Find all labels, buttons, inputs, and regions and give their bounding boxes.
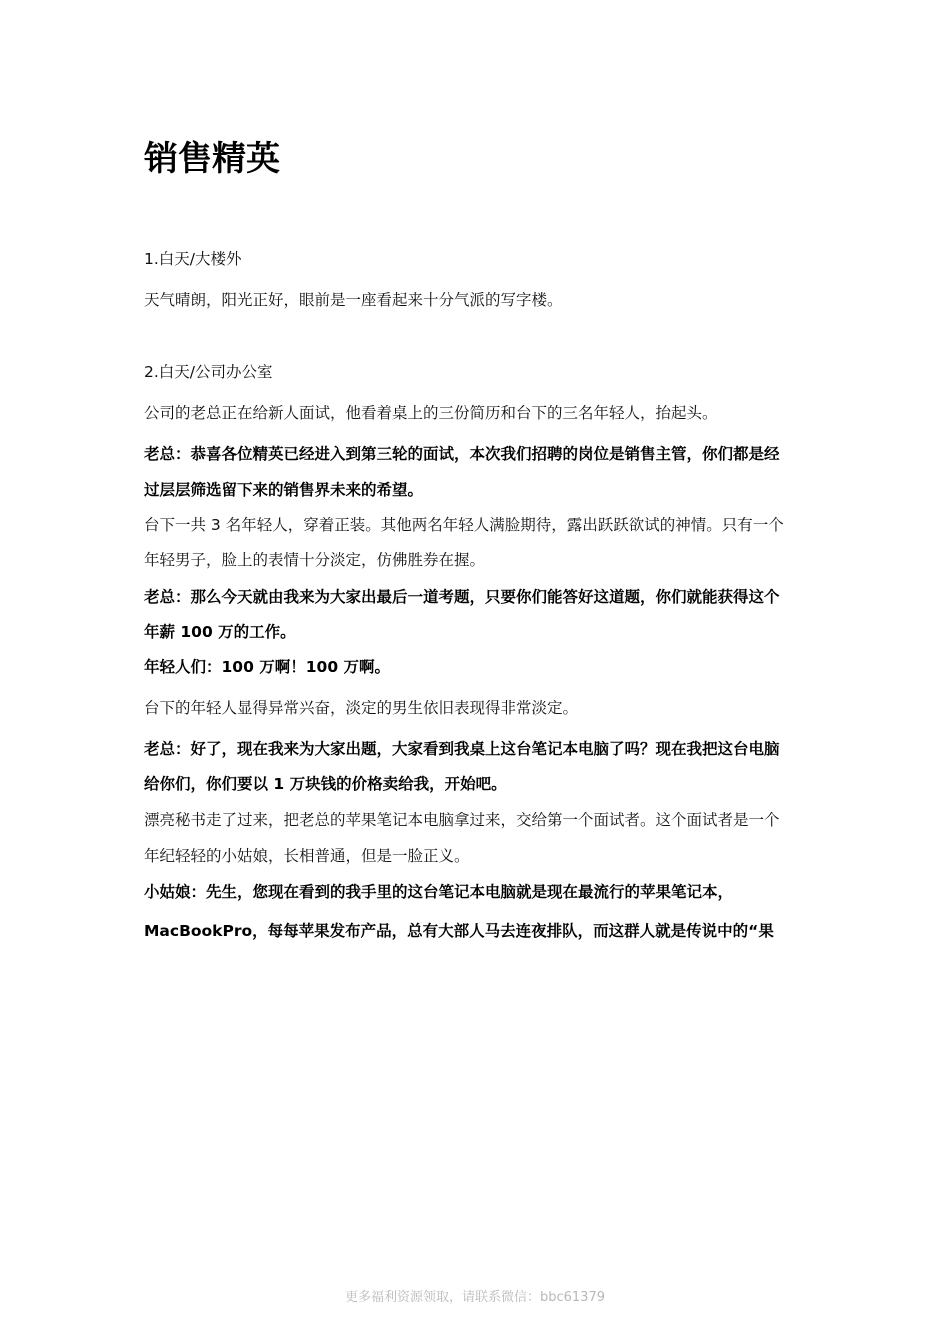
footer-watermark: 更多福利资源领取，请联系微信：bbc61379	[344, 1290, 605, 1305]
narration-line: 漂亮秘书走了过来，把老总的苹果笔记本电脑拿过来，交给第一个面试者。这个面试者是一个	[144, 811, 780, 829]
document-title: 销售精英	[144, 139, 280, 179]
dialogue-line: 年轻人们：100 万啊！100 万啊。	[144, 658, 391, 676]
dialogue-line: 给你们，你们要以 1 万块钱的价格卖给我，开始吧。	[144, 775, 507, 793]
dialogue-line: 过层层筛选留下来的销售界未来的希望。	[144, 481, 424, 499]
narration-line: 年轻男子，脸上的表情十分淡定，仿佛胜券在握。	[144, 551, 486, 569]
dialogue-line: MacBookPro，每每苹果发布产品，总有大部人马去连夜排队，而这群人就是传说中的“果	[144, 922, 774, 940]
dialogue-line: 老总：好了，现在我来为大家出题，大家看到我桌上这台笔记本电脑了吗？现在我把这台电脑	[144, 740, 780, 758]
dialogue-line: 年薪 100 万的工作。	[144, 623, 296, 641]
scene-heading-1: 1.白天/大楼外	[144, 250, 242, 268]
scene-description: 公司的老总正在给新人面试，他看着桌上的三份简历和台下的三名年轻人，抬起头。	[144, 404, 718, 422]
dialogue-line: 老总：那么今天就由我来为大家出最后一道考题，只要你们能答好这道题，你们就能获得这个	[144, 588, 780, 606]
scene-description: 天气晴朗，阳光正好，眼前是一座看起来十分气派的写字楼。	[144, 291, 563, 309]
dialogue-line: 老总：恭喜各位精英已经进入到第三轮的面试，本次我们招聘的岗位是销售主管，你们都是经	[144, 445, 780, 463]
narration-line: 年纪轻轻的小姑娘，长相普通，但是一脸正义。	[144, 847, 470, 865]
dialogue-line: 小姑娘：先生，您现在看到的我手里的这台笔记本电脑就是现在最流行的苹果笔记本，	[144, 883, 734, 901]
scene-heading-2: 2.白天/公司办公室	[144, 363, 273, 381]
narration-line: 台下一共 3 名年轻人，穿着正装。其他两名年轻人满脸期待，露出跃跃欲试的神情。只有一个	[144, 516, 784, 534]
narration-line: 台下的年轻人显得异常兴奋，淡定的男生依旧表现得非常淡定。	[144, 699, 579, 717]
